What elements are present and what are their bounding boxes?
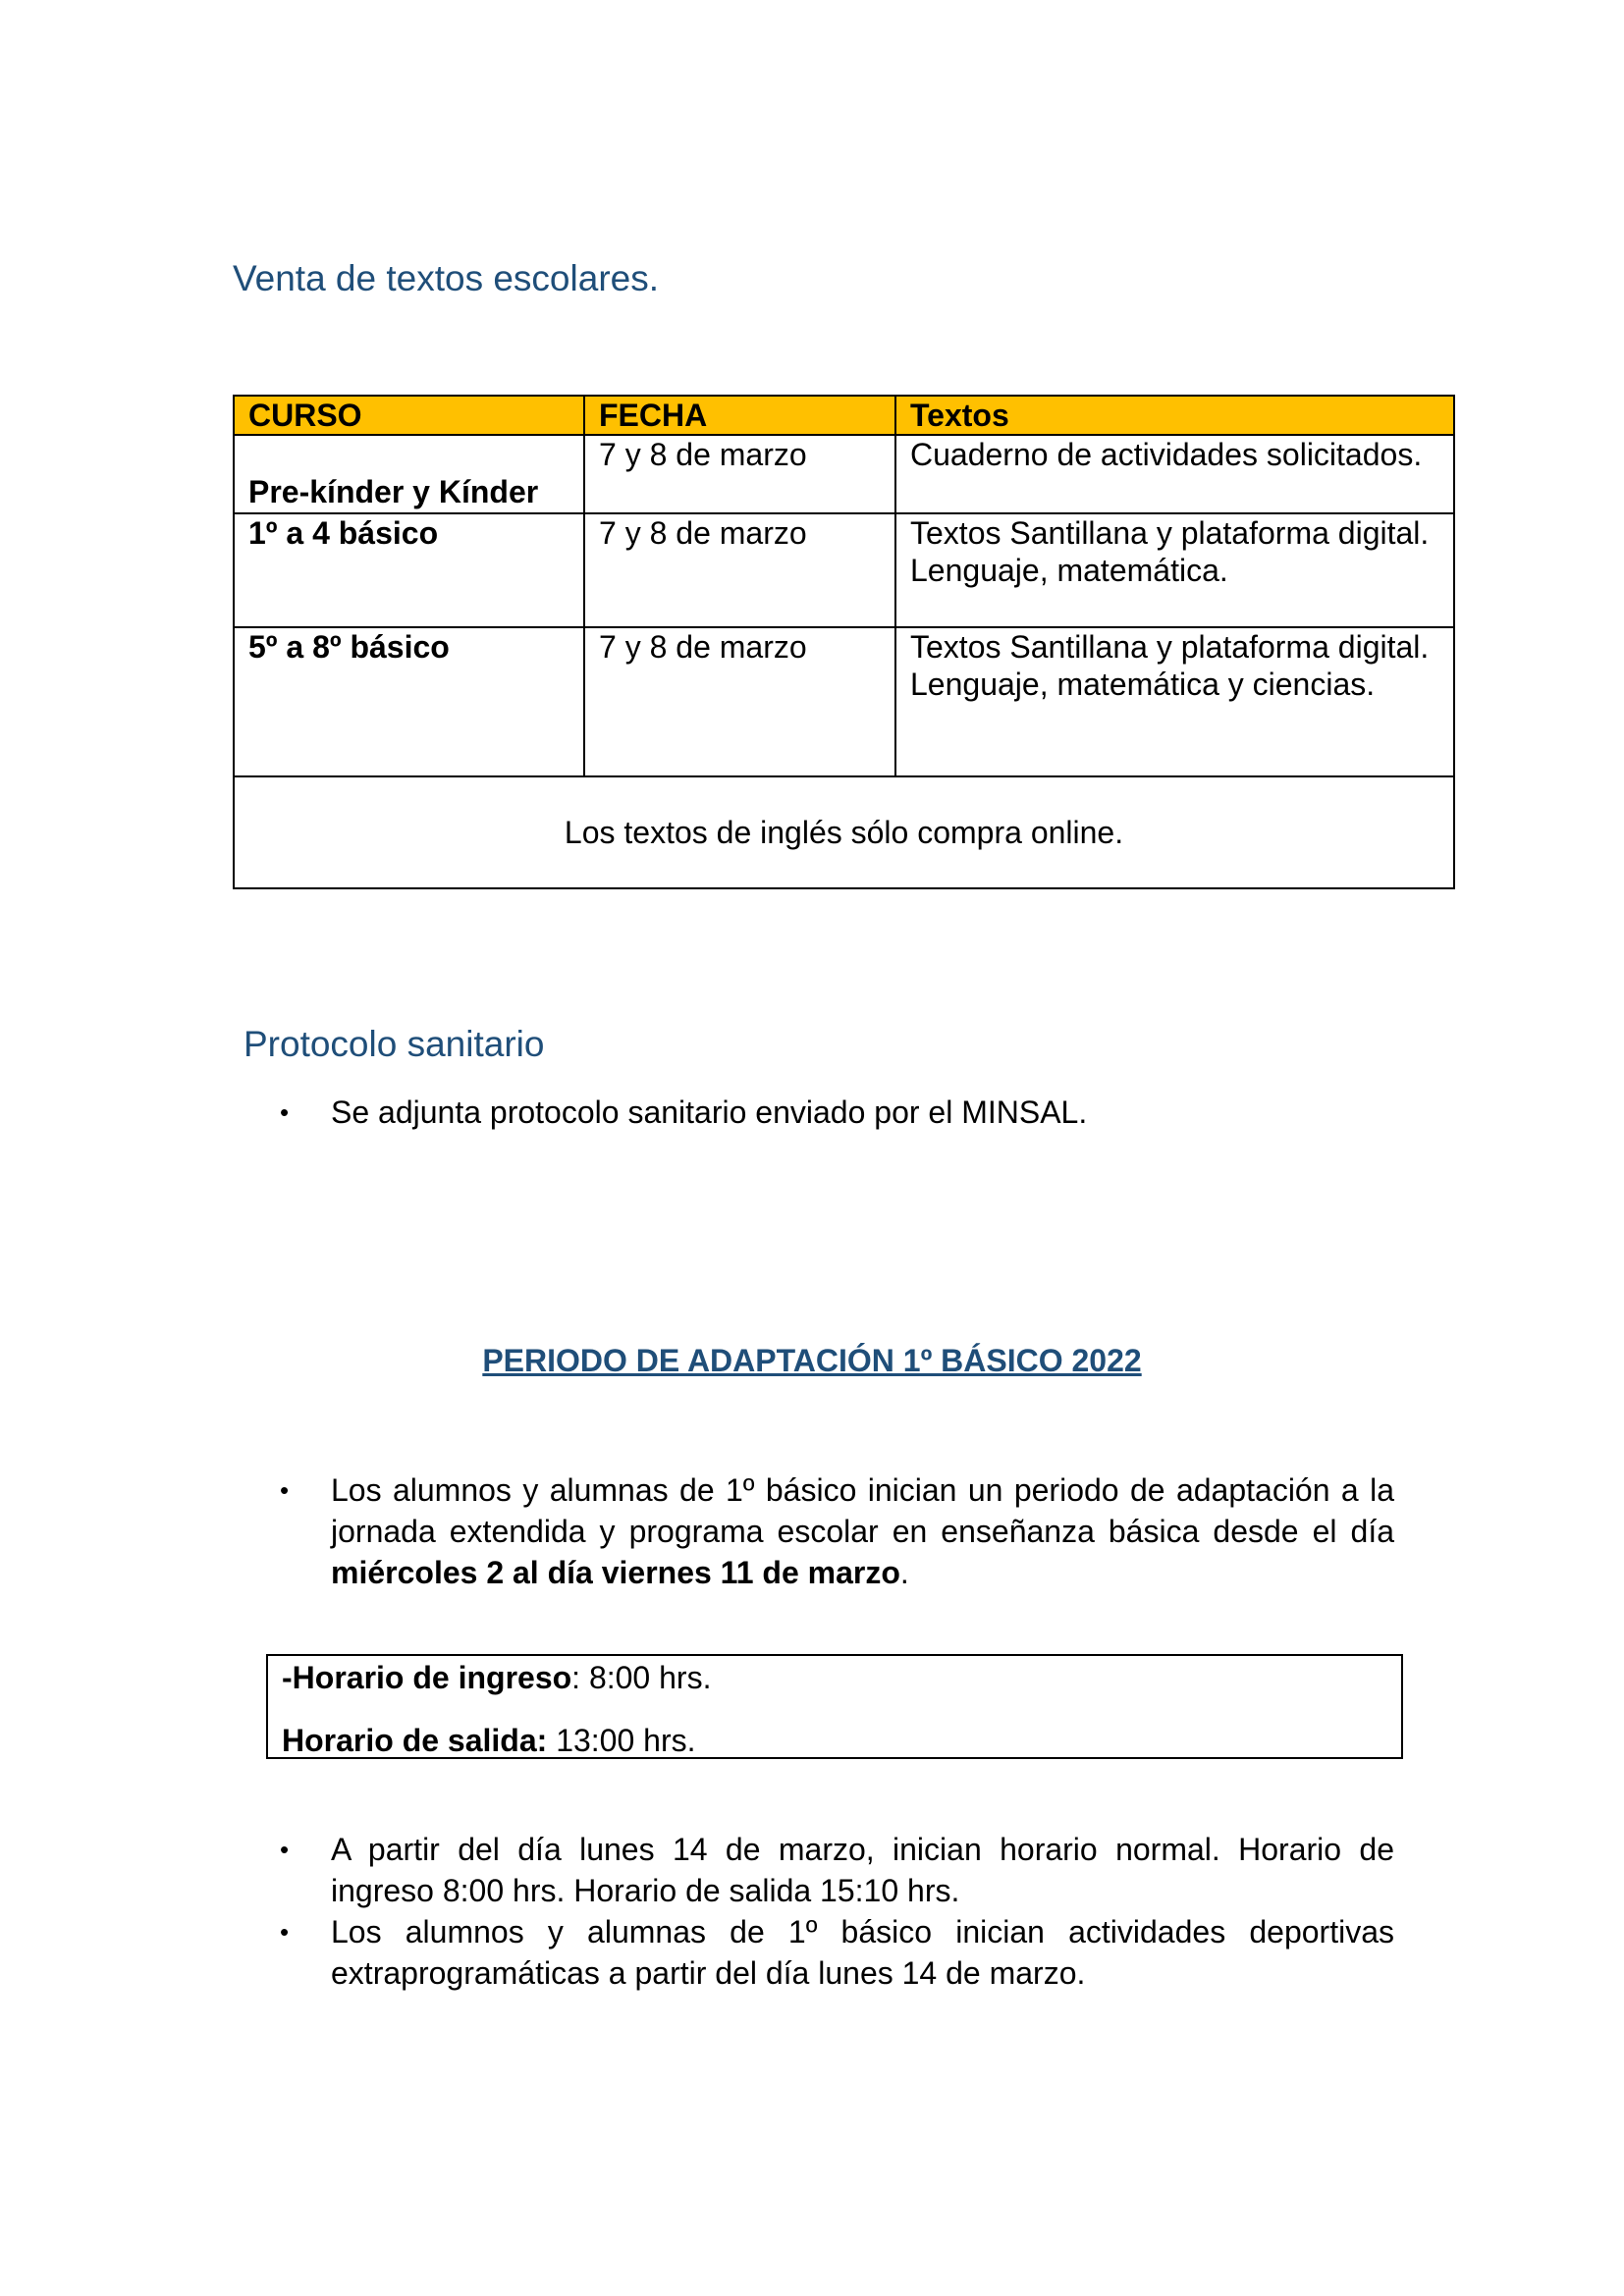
intro-dates: miércoles 2 al día viernes 11 de marzo	[331, 1555, 900, 1590]
header-textos: Textos	[895, 396, 1454, 435]
horario-ingreso	[282, 1662, 1387, 1693]
bullet-icon: •	[280, 1097, 290, 1127]
table-row	[234, 435, 1454, 513]
list-item-text: Los alumnos y alumnas de 1º básico inician actividades deportivas extraprogramáticas a partir del día lunes 14 de marzo.	[331, 1914, 1394, 1991]
cell-curso: Pre-kínder y Kínder	[234, 435, 584, 513]
bullet-icon: •	[280, 1917, 290, 1947]
list-item	[282, 1911, 1394, 1994]
cell-fecha: 7 y 8 de marzo	[584, 627, 895, 776]
list-item	[282, 1469, 1394, 1593]
horario-ingreso-value: : 8:00 hrs.	[571, 1660, 712, 1695]
cell-curso: 5º a 8º básico	[234, 627, 584, 776]
adaptacion-intro-list	[282, 1469, 1394, 1593]
table-note: Los textos de inglés sólo compra online.	[234, 776, 1454, 888]
horario-salida-value: 13:00 hrs.	[547, 1723, 696, 1758]
horario-salida	[282, 1725, 1387, 1756]
list-item	[282, 1092, 1362, 1133]
table-row	[234, 627, 1454, 776]
periodo-title: PERIODO DE ADAPTACIÓN 1º BÁSICO 2022	[482, 1343, 1142, 1378]
cell-fecha: 7 y 8 de marzo	[584, 435, 895, 513]
bullet-icon: •	[280, 1475, 290, 1505]
cell-fecha: 7 y 8 de marzo	[584, 513, 895, 627]
textos-table	[233, 395, 1455, 889]
horario-salida-label: Horario de salida:	[282, 1723, 548, 1758]
horario-ingreso-label: -Horario de ingreso	[282, 1660, 572, 1695]
list-item-text: Se adjunta protocolo sanitario enviado por el MINSAL.	[331, 1095, 1088, 1130]
section-heading-venta: Venta de textos escolares.	[233, 258, 659, 298]
section-heading-protocolo: Protocolo sanitario	[244, 1024, 545, 1064]
adaptacion-list	[282, 1829, 1394, 1994]
table-row	[234, 513, 1454, 627]
protocolo-list	[282, 1092, 1362, 1133]
cell-curso: 1º a 4 básico	[234, 513, 584, 627]
cell-textos: Textos Santillana y plataforma digital. Lenguaje, matemática y ciencias.	[895, 627, 1454, 776]
horario-box	[266, 1654, 1403, 1759]
bullet-icon: •	[280, 1835, 290, 1864]
intro-end: .	[899, 1555, 909, 1590]
list-item	[282, 1829, 1394, 1911]
cell-textos: Textos Santillana y plataforma digital. Lenguaje, matemática.	[895, 513, 1454, 627]
table-note-row	[234, 776, 1454, 888]
list-item-text: A partir del día lunes 14 de marzo, inician horario normal. Horario de ingreso 8:00 hrs. Horario de salida 15:10 hrs.	[331, 1832, 1394, 1908]
table-header-row	[234, 396, 1454, 435]
header-curso: CURSO	[234, 396, 584, 435]
intro-text: Los alumnos y alumnas de 1º básico inician un periodo de adaptación a la jornada extendida y programa escolar en enseñanza básica desde el día	[331, 1472, 1394, 1549]
cell-textos: Cuaderno de actividades solicitados.	[895, 435, 1454, 513]
header-fecha: FECHA	[584, 396, 895, 435]
